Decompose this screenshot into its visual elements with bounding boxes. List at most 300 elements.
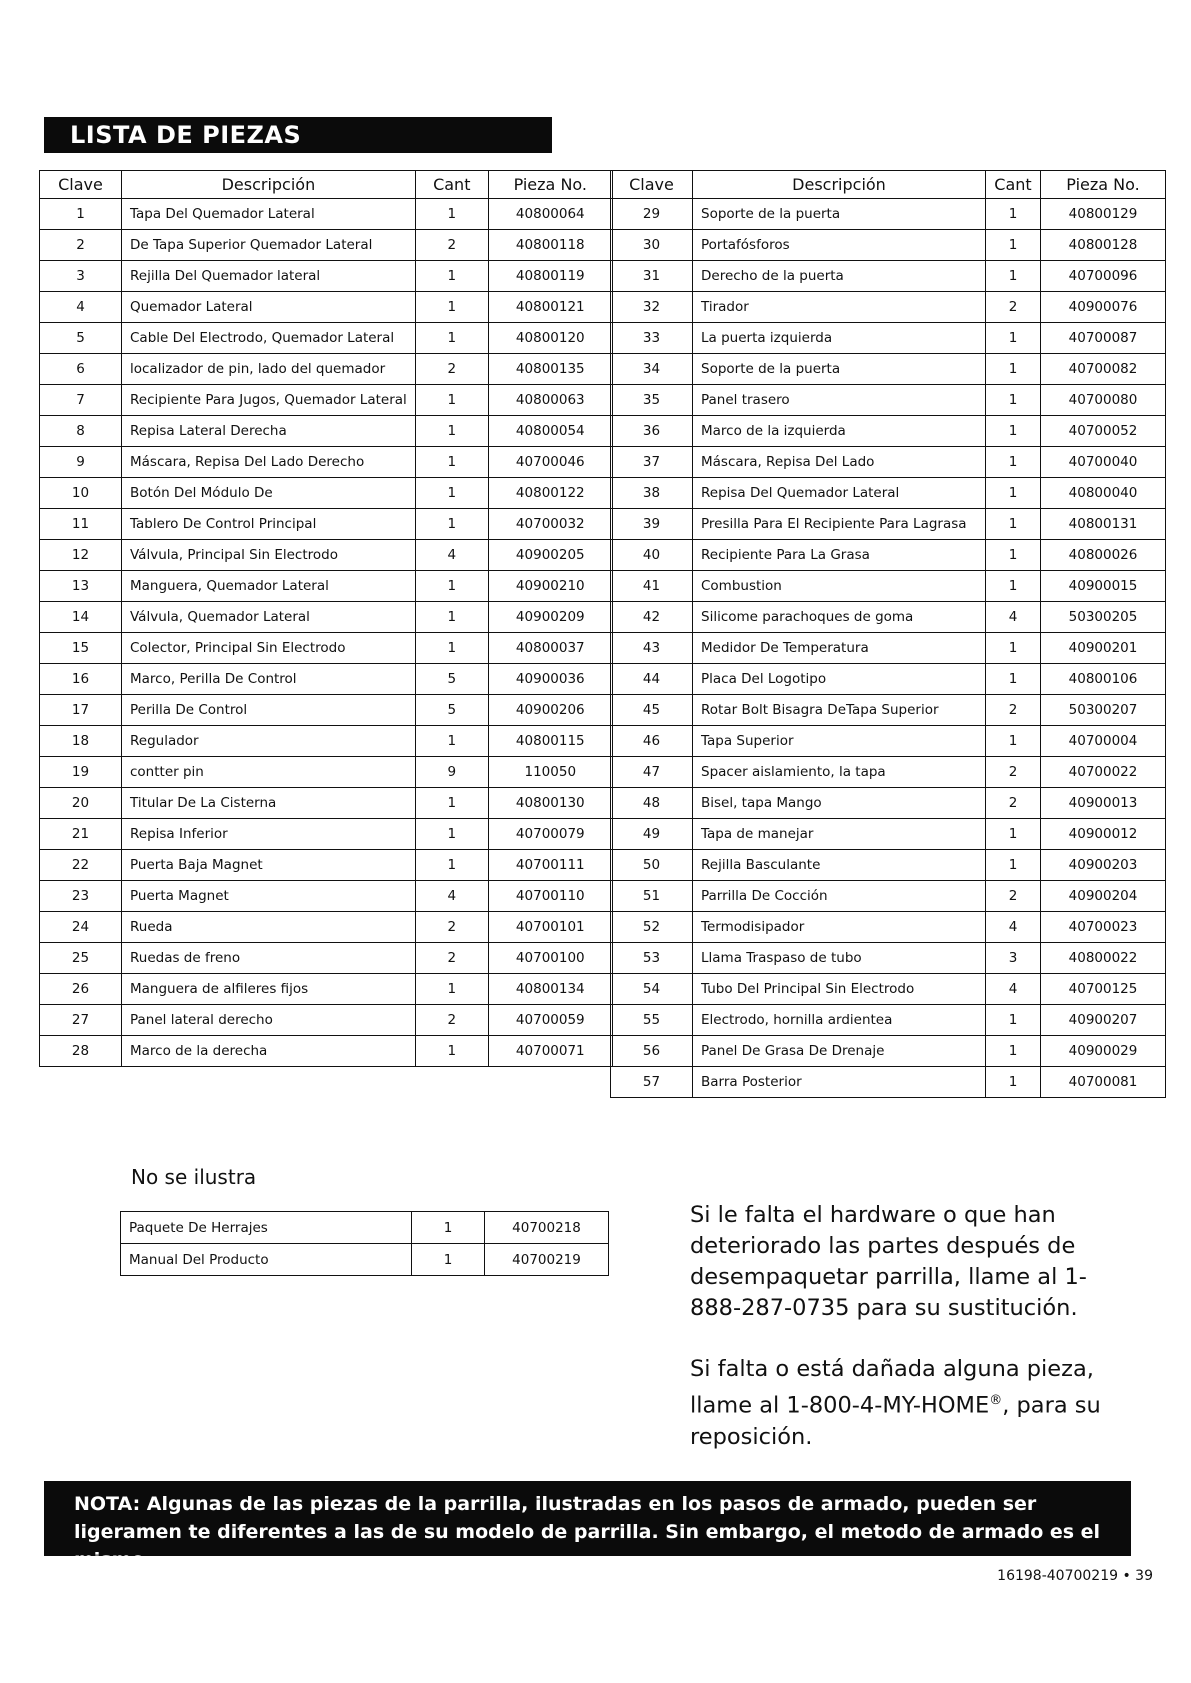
part-key: 42 — [611, 602, 693, 633]
part-key: 11 — [40, 509, 122, 540]
part-key: 55 — [611, 1005, 693, 1036]
part-quantity: 2 — [986, 788, 1041, 819]
part-number: 40800131 — [1041, 509, 1166, 540]
table-row — [611, 354, 1166, 385]
part-key: 18 — [40, 726, 122, 757]
part-number: 110050 — [488, 757, 612, 788]
part-description: contter pin — [122, 757, 416, 788]
header-pieza: Pieza No. — [488, 171, 612, 199]
table-row — [611, 385, 1166, 416]
part-description: Electrodo, hornilla ardientea — [693, 1005, 986, 1036]
part-quantity: 1 — [415, 261, 488, 292]
part-quantity: 1 — [986, 230, 1041, 261]
part-description: Puerta Baja Magnet — [122, 850, 416, 881]
part-description: Combustion — [693, 571, 986, 602]
part-number: 40900201 — [1041, 633, 1166, 664]
part-description: Bisel, tapa Mango — [693, 788, 986, 819]
part-number: 40900207 — [1041, 1005, 1166, 1036]
part-number: 40700082 — [1041, 354, 1166, 385]
part-key: 53 — [611, 943, 693, 974]
part-description: Spacer aislamiento, la tapa — [693, 757, 986, 788]
part-key: 23 — [40, 881, 122, 912]
part-description: Repisa Del Quemador Lateral — [693, 478, 986, 509]
part-number: 40800118 — [488, 230, 612, 261]
part-number: 40700111 — [488, 850, 612, 881]
table-header-row — [611, 171, 1166, 199]
part-key: 47 — [611, 757, 693, 788]
part-number: 40900209 — [488, 602, 612, 633]
part-description: Silicome parachoques de goma — [693, 602, 986, 633]
header-pieza: Pieza No. — [1041, 171, 1166, 199]
part-quantity: 1 — [986, 199, 1041, 230]
assembly-note: NOTA: Algunas de las piezas de la parrilla, ilustradas en los pasos de armado, pueden ser ligeramen te diferentes a las de su modelo de parrilla. Sin embargo, el metodo de armado es el mismo. — [44, 1481, 1131, 1556]
part-quantity: 1 — [986, 509, 1041, 540]
part-key: 3 — [40, 261, 122, 292]
part-description: Termodisipador — [693, 912, 986, 943]
part-key: 31 — [611, 261, 693, 292]
part-number: 40800054 — [488, 416, 612, 447]
part-number: 40800134 — [488, 974, 612, 1005]
header-clave: Clave — [611, 171, 693, 199]
part-key: 21 — [40, 819, 122, 850]
part-description: Tirador — [693, 292, 986, 323]
table-row — [40, 881, 613, 912]
part-description: Marco de la derecha — [122, 1036, 416, 1067]
part-number: 40700096 — [1041, 261, 1166, 292]
part-number: 40900203 — [1041, 850, 1166, 881]
table-row — [40, 943, 613, 974]
part-key: 7 — [40, 385, 122, 416]
part-description: localizador de pin, lado del quemador — [122, 354, 416, 385]
table-row — [40, 664, 613, 695]
table-row — [611, 912, 1166, 943]
part-quantity: 4 — [415, 540, 488, 571]
part-quantity: 1 — [986, 1005, 1041, 1036]
part-number: 40700046 — [488, 447, 612, 478]
part-quantity: 1 — [986, 261, 1041, 292]
table-row — [611, 664, 1166, 695]
part-number: 40900029 — [1041, 1036, 1166, 1067]
part-number: 40800119 — [488, 261, 612, 292]
part-description: Panel lateral derecho — [122, 1005, 416, 1036]
part-quantity: 3 — [986, 943, 1041, 974]
part-key: 54 — [611, 974, 693, 1005]
part-key: 29 — [611, 199, 693, 230]
table-row — [121, 1244, 609, 1276]
table-row — [40, 726, 613, 757]
part-quantity: 1 — [986, 416, 1041, 447]
table-row — [40, 757, 613, 788]
page-title: LISTA DE PIEZAS — [44, 117, 552, 153]
part-description: Paquete De Herrajes — [121, 1212, 412, 1244]
part-description: Parrilla De Cocción — [693, 881, 986, 912]
part-key: 28 — [40, 1036, 122, 1067]
part-quantity: 1 — [415, 447, 488, 478]
table-row — [40, 261, 613, 292]
table-row — [611, 323, 1166, 354]
part-number: 40700052 — [1041, 416, 1166, 447]
part-description: Válvula, Quemador Lateral — [122, 602, 416, 633]
part-number: 40800022 — [1041, 943, 1166, 974]
part-quantity: 2 — [415, 912, 488, 943]
part-quantity: 1 — [986, 571, 1041, 602]
part-number: 40700218 — [485, 1212, 609, 1244]
table-row — [40, 354, 613, 385]
part-quantity: 1 — [986, 323, 1041, 354]
part-key: 13 — [40, 571, 122, 602]
table-row — [611, 230, 1166, 261]
not-illustrated-table — [120, 1211, 609, 1276]
table-row — [40, 633, 613, 664]
part-key: 26 — [40, 974, 122, 1005]
part-description: Llama Traspaso de tubo — [693, 943, 986, 974]
table-row — [40, 695, 613, 726]
parts-table-left — [39, 170, 613, 1067]
table-row — [40, 1005, 613, 1036]
parts-table-right — [610, 170, 1166, 1098]
part-description: Rueda — [122, 912, 416, 943]
part-number: 40800026 — [1041, 540, 1166, 571]
part-description: Manual Del Producto — [121, 1244, 412, 1276]
part-description: Soporte de la puerta — [693, 199, 986, 230]
part-quantity: 1 — [415, 788, 488, 819]
part-quantity: 5 — [415, 695, 488, 726]
not-illustrated-label: No se ilustra — [131, 1165, 257, 1189]
part-quantity: 1 — [986, 850, 1041, 881]
table-row — [611, 447, 1166, 478]
table-row — [40, 602, 613, 633]
part-number: 40700101 — [488, 912, 612, 943]
missing-part-text-end: , para su reposición. — [690, 1392, 1101, 1450]
part-number: 40900012 — [1041, 819, 1166, 850]
part-number: 40800063 — [488, 385, 612, 416]
table-row — [611, 850, 1166, 881]
table-row — [40, 540, 613, 571]
part-description: Tapa Del Quemador Lateral — [122, 199, 416, 230]
part-quantity: 2 — [415, 1005, 488, 1036]
part-quantity: 4 — [986, 602, 1041, 633]
part-quantity: 1 — [415, 633, 488, 664]
table-row — [611, 881, 1166, 912]
table-row — [40, 447, 613, 478]
part-key: 45 — [611, 695, 693, 726]
part-number: 40700071 — [488, 1036, 612, 1067]
part-description: Máscara, Repisa Del Lado — [693, 447, 986, 478]
part-number: 40700080 — [1041, 385, 1166, 416]
part-description: Válvula, Principal Sin Electrodo — [122, 540, 416, 571]
table-header-row — [40, 171, 613, 199]
part-number: 40900036 — [488, 664, 612, 695]
part-number: 40900210 — [488, 571, 612, 602]
part-key: 17 — [40, 695, 122, 726]
part-quantity: 1 — [415, 385, 488, 416]
part-key: 22 — [40, 850, 122, 881]
part-description: Panel De Grasa De Drenaje — [693, 1036, 986, 1067]
table-row — [40, 385, 613, 416]
part-description: Titular De La Cisterna — [122, 788, 416, 819]
part-number: 40800121 — [488, 292, 612, 323]
part-number: 40700023 — [1041, 912, 1166, 943]
page-footer: 16198-40700219 • 39 — [997, 1568, 1153, 1584]
part-number: 40800064 — [488, 199, 612, 230]
part-number: 40800037 — [488, 633, 612, 664]
part-number: 40800130 — [488, 788, 612, 819]
header-cant: Cant — [415, 171, 488, 199]
part-number: 40700040 — [1041, 447, 1166, 478]
header-clave: Clave — [40, 171, 122, 199]
part-number: 40800129 — [1041, 199, 1166, 230]
part-key: 57 — [611, 1067, 693, 1098]
table-row — [611, 1036, 1166, 1067]
part-key: 14 — [40, 602, 122, 633]
table-row — [611, 261, 1166, 292]
part-quantity: 1 — [412, 1244, 485, 1276]
part-description: Manguera de alfileres fijos — [122, 974, 416, 1005]
part-key: 48 — [611, 788, 693, 819]
part-description: Colector, Principal Sin Electrodo — [122, 633, 416, 664]
part-key: 36 — [611, 416, 693, 447]
part-number: 40900206 — [488, 695, 612, 726]
part-description: Tapa de manejar — [693, 819, 986, 850]
part-description: Soporte de la puerta — [693, 354, 986, 385]
part-quantity: 1 — [412, 1212, 485, 1244]
table-row — [611, 540, 1166, 571]
part-quantity: 4 — [986, 912, 1041, 943]
part-number: 40800128 — [1041, 230, 1166, 261]
missing-hardware-text: Si le falta el hardware o que han deteriorado las partes después de desempaquetar parrilla, llame al 1-888-287-0735 para su sustitución. — [690, 1202, 1087, 1321]
table-row — [40, 323, 613, 354]
table-row — [40, 571, 613, 602]
table-row — [611, 416, 1166, 447]
header-cant: Cant — [986, 171, 1041, 199]
part-quantity: 1 — [986, 385, 1041, 416]
registered-mark: ® — [989, 1393, 1003, 1408]
table-row — [611, 478, 1166, 509]
part-quantity: 1 — [415, 416, 488, 447]
part-quantity: 1 — [415, 1036, 488, 1067]
part-description: Tapa Superior — [693, 726, 986, 757]
part-key: 52 — [611, 912, 693, 943]
table-row — [611, 943, 1166, 974]
part-key: 10 — [40, 478, 122, 509]
part-number: 40700087 — [1041, 323, 1166, 354]
part-key: 49 — [611, 819, 693, 850]
part-quantity: 1 — [415, 850, 488, 881]
part-key: 30 — [611, 230, 693, 261]
part-number: 40900205 — [488, 540, 612, 571]
part-quantity: 1 — [986, 354, 1041, 385]
table-row — [40, 199, 613, 230]
part-key: 38 — [611, 478, 693, 509]
part-key: 51 — [611, 881, 693, 912]
header-descripcion: Descripción — [122, 171, 416, 199]
table-row — [40, 478, 613, 509]
table-row — [40, 230, 613, 261]
part-key: 20 — [40, 788, 122, 819]
part-description: Botón Del Módulo De — [122, 478, 416, 509]
part-number: 40900204 — [1041, 881, 1166, 912]
part-key: 50 — [611, 850, 693, 881]
part-description: Presilla Para El Recipiente Para Lagrasa — [693, 509, 986, 540]
table-row — [40, 509, 613, 540]
part-description: Rejilla Del Quemador lateral — [122, 261, 416, 292]
part-description: Portafósforos — [693, 230, 986, 261]
part-description: Recipiente Para La Grasa — [693, 540, 986, 571]
part-key: 5 — [40, 323, 122, 354]
part-quantity: 1 — [986, 478, 1041, 509]
table-row — [611, 757, 1166, 788]
part-quantity: 9 — [415, 757, 488, 788]
part-key: 27 — [40, 1005, 122, 1036]
part-quantity: 1 — [986, 633, 1041, 664]
table-row — [611, 602, 1166, 633]
table-row — [40, 292, 613, 323]
part-quantity: 2 — [986, 292, 1041, 323]
table-row — [611, 819, 1166, 850]
part-key: 37 — [611, 447, 693, 478]
missing-part-text — [690, 1354, 1120, 1453]
part-number: 50300207 — [1041, 695, 1166, 726]
part-description: Cable Del Electrodo, Quemador Lateral — [122, 323, 416, 354]
table-row — [40, 416, 613, 447]
header-descripcion: Descripción — [693, 171, 986, 199]
table-row — [611, 571, 1166, 602]
part-description: Placa Del Logotipo — [693, 664, 986, 695]
part-quantity: 1 — [986, 1067, 1041, 1098]
part-quantity: 1 — [415, 292, 488, 323]
part-quantity: 2 — [986, 881, 1041, 912]
part-description: Puerta Magnet — [122, 881, 416, 912]
part-number: 40700100 — [488, 943, 612, 974]
part-number: 40700110 — [488, 881, 612, 912]
part-quantity: 1 — [415, 819, 488, 850]
table-row — [611, 1067, 1166, 1098]
part-key: 56 — [611, 1036, 693, 1067]
part-description: Repisa Inferior — [122, 819, 416, 850]
part-number: 40700081 — [1041, 1067, 1166, 1098]
part-key: 43 — [611, 633, 693, 664]
part-quantity: 2 — [415, 943, 488, 974]
part-description: Rotar Bolt Bisagra DeTapa Superior — [693, 695, 986, 726]
part-quantity: 4 — [986, 974, 1041, 1005]
part-key: 19 — [40, 757, 122, 788]
part-description: Barra Posterior — [693, 1067, 986, 1098]
part-description: Panel trasero — [693, 385, 986, 416]
part-quantity: 1 — [415, 974, 488, 1005]
part-key: 40 — [611, 540, 693, 571]
part-number: 40800115 — [488, 726, 612, 757]
part-key: 6 — [40, 354, 122, 385]
table-row — [611, 726, 1166, 757]
part-number: 40800122 — [488, 478, 612, 509]
part-description: Repisa Lateral Derecha — [122, 416, 416, 447]
part-key: 32 — [611, 292, 693, 323]
part-key: 33 — [611, 323, 693, 354]
table-row — [40, 819, 613, 850]
part-number: 40800120 — [488, 323, 612, 354]
part-key: 4 — [40, 292, 122, 323]
part-quantity: 1 — [986, 1036, 1041, 1067]
part-description: Manguera, Quemador Lateral — [122, 571, 416, 602]
table-row — [611, 633, 1166, 664]
table-row — [40, 912, 613, 943]
part-key: 41 — [611, 571, 693, 602]
table-row — [611, 1005, 1166, 1036]
part-key: 9 — [40, 447, 122, 478]
part-quantity: 2 — [986, 695, 1041, 726]
part-quantity: 1 — [986, 447, 1041, 478]
table-row — [611, 695, 1166, 726]
part-number: 40800135 — [488, 354, 612, 385]
table-row — [611, 292, 1166, 323]
part-description: Medidor De Temperatura — [693, 633, 986, 664]
part-description: Perilla De Control — [122, 695, 416, 726]
part-key: 25 — [40, 943, 122, 974]
table-row — [40, 788, 613, 819]
part-description: Tubo Del Principal Sin Electrodo — [693, 974, 986, 1005]
part-number: 40700032 — [488, 509, 612, 540]
table-row — [611, 974, 1166, 1005]
part-number: 40700219 — [485, 1244, 609, 1276]
part-description: Marco de la izquierda — [693, 416, 986, 447]
part-key: 39 — [611, 509, 693, 540]
part-quantity: 1 — [415, 323, 488, 354]
part-description: Quemador Lateral — [122, 292, 416, 323]
part-quantity: 4 — [415, 881, 488, 912]
part-quantity: 1 — [415, 509, 488, 540]
part-quantity: 2 — [415, 230, 488, 261]
part-quantity: 1 — [415, 602, 488, 633]
part-key: 8 — [40, 416, 122, 447]
part-description: Tablero De Control Principal — [122, 509, 416, 540]
part-description: Ruedas de freno — [122, 943, 416, 974]
part-quantity: 2 — [415, 354, 488, 385]
part-number: 40800106 — [1041, 664, 1166, 695]
table-row — [40, 850, 613, 881]
part-number: 40800040 — [1041, 478, 1166, 509]
part-number: 40900076 — [1041, 292, 1166, 323]
part-quantity: 1 — [986, 726, 1041, 757]
part-quantity: 2 — [986, 757, 1041, 788]
part-number: 40900013 — [1041, 788, 1166, 819]
part-key: 15 — [40, 633, 122, 664]
part-quantity: 1 — [415, 726, 488, 757]
part-key: 46 — [611, 726, 693, 757]
table-row — [611, 788, 1166, 819]
part-quantity: 5 — [415, 664, 488, 695]
part-number: 40700079 — [488, 819, 612, 850]
part-quantity: 1 — [415, 571, 488, 602]
part-key: 44 — [611, 664, 693, 695]
missing-part-text-main: Si falta o está dañada alguna pieza, llame al 1-800-4-MY-HOME — [690, 1356, 1094, 1419]
part-description: Regulador — [122, 726, 416, 757]
part-key: 34 — [611, 354, 693, 385]
part-number: 50300205 — [1041, 602, 1166, 633]
part-description: La puerta izquierda — [693, 323, 986, 354]
part-number: 40700059 — [488, 1005, 612, 1036]
part-key: 35 — [611, 385, 693, 416]
part-key: 16 — [40, 664, 122, 695]
part-number: 40900015 — [1041, 571, 1166, 602]
part-quantity: 1 — [986, 540, 1041, 571]
part-description: Rejilla Basculante — [693, 850, 986, 881]
table-row — [40, 974, 613, 1005]
part-number: 40700004 — [1041, 726, 1166, 757]
part-key: 1 — [40, 199, 122, 230]
part-description: Recipiente Para Jugos, Quemador Lateral — [122, 385, 416, 416]
table-row — [121, 1212, 609, 1244]
part-description: Derecho de la puerta — [693, 261, 986, 292]
